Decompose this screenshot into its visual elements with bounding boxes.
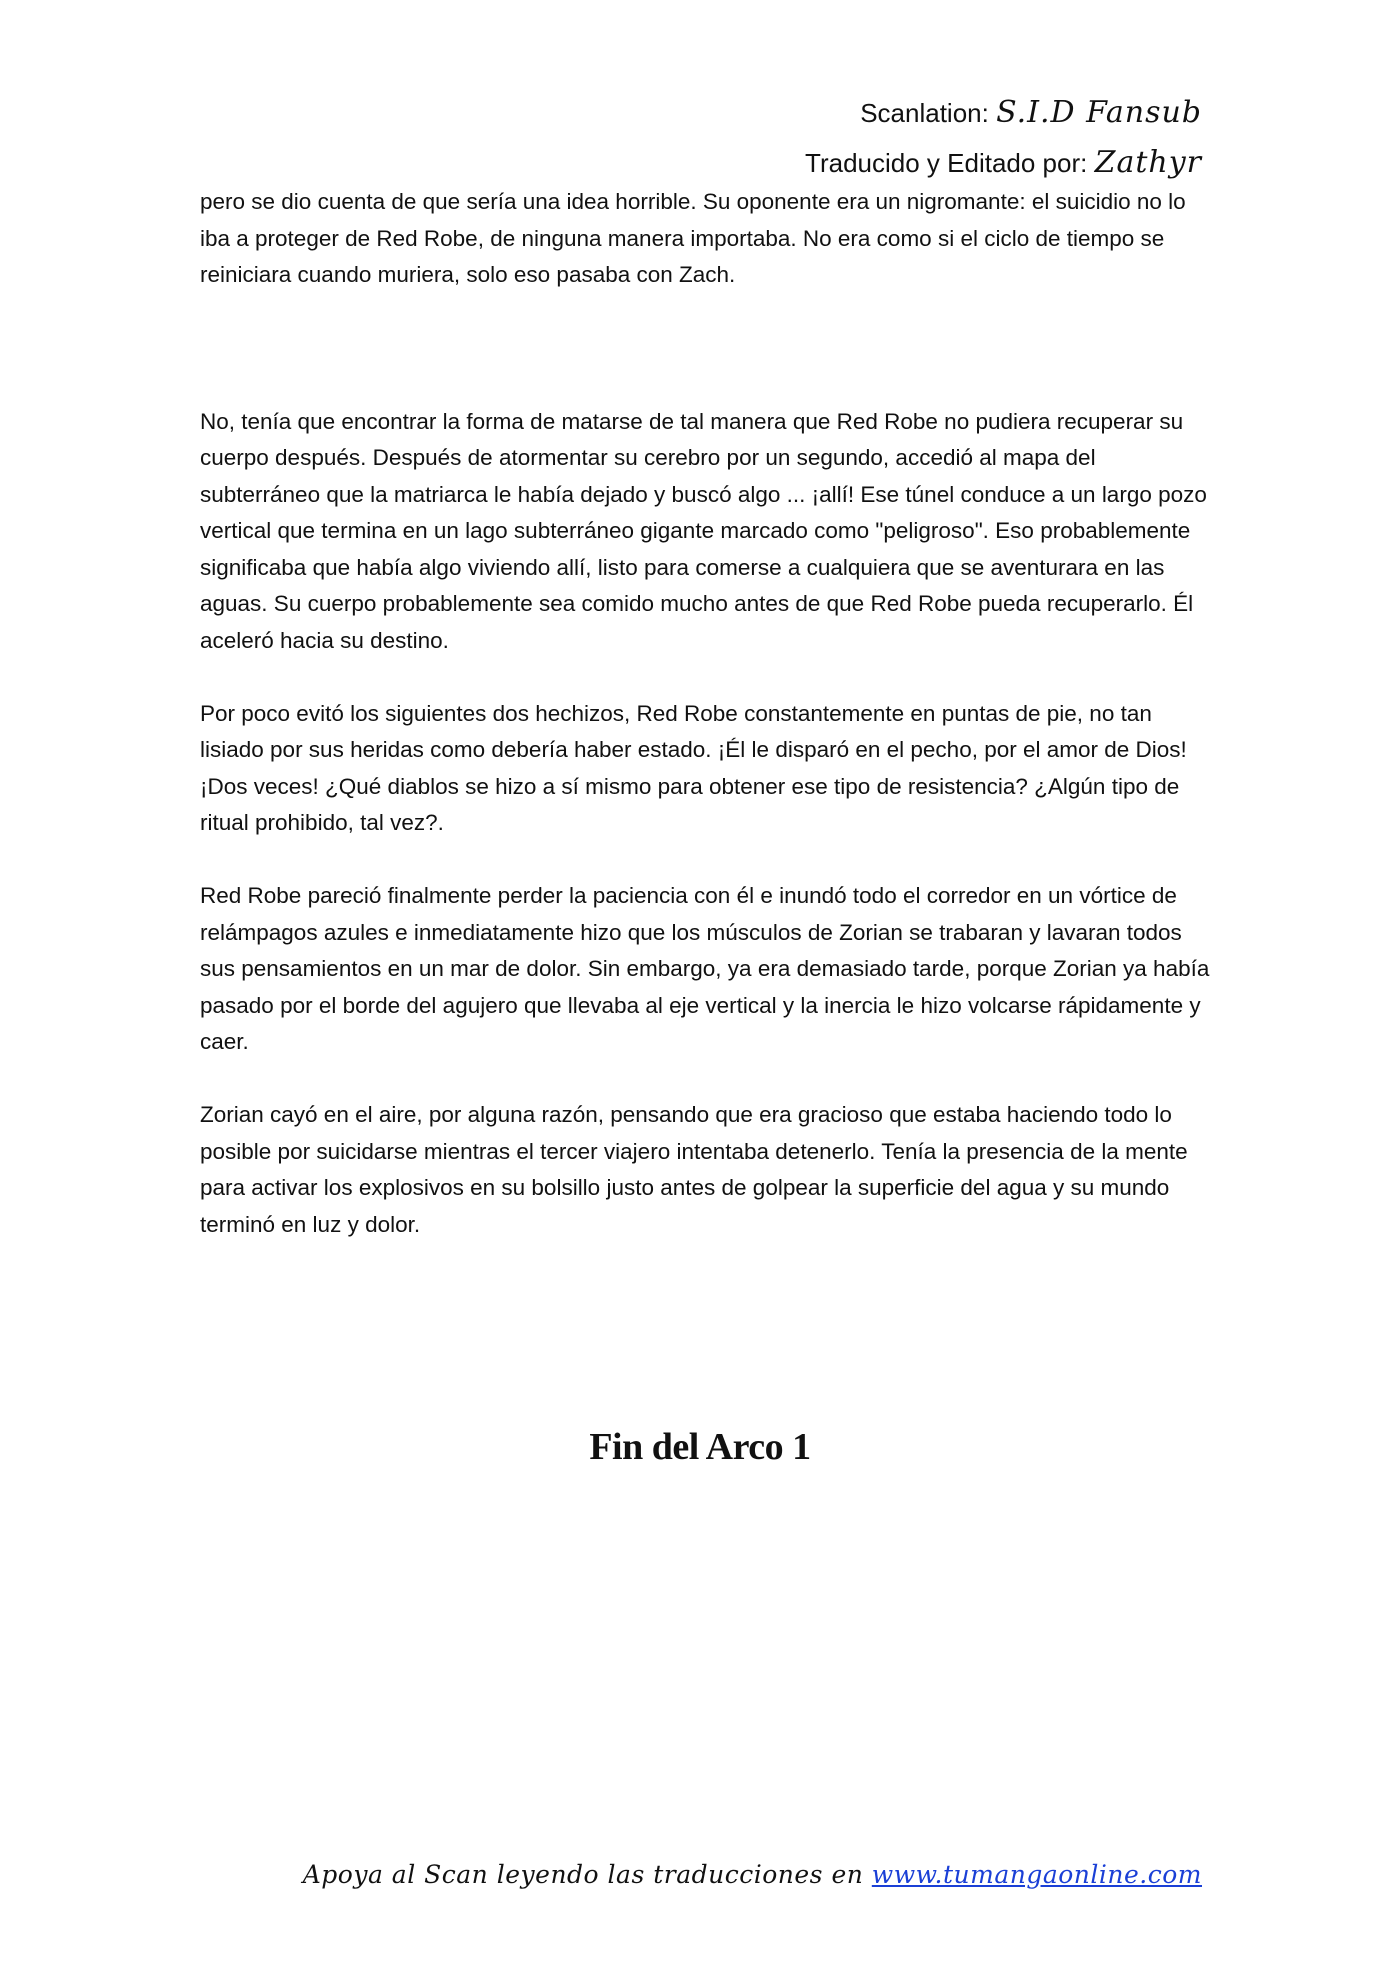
footer-link[interactable]: www.tumangaonline.com: [871, 1860, 1202, 1889]
scanlation-group: S.I.D Fansub: [996, 95, 1202, 130]
paragraph-5: Zorian cayó en el aire, por alguna razón, pensando que era gracioso que estaba haciendo todo lo posible por suicidarse mientras el tercer viajero intentaba detenerlo. Tenía la presencia de la mente para activar los explosivos en su bolsillo justo antes de golpear la superficie del agua y su mundo terminó en luz y dolor.: [200, 1102, 1188, 1237]
chapter-body: [200, 184, 1210, 1280]
scanlation-line: [805, 88, 1202, 138]
scanlation-label: Scanlation:: [860, 98, 989, 128]
end-of-arc-title: Fin del Arco 1: [589, 1426, 811, 1468]
credit-line: [805, 138, 1202, 188]
credit-name: Zathyr: [1094, 145, 1202, 180]
paragraph-4: Red Robe pareció finalmente perder la paciencia con él e inundó todo el corredor en un vórtice de relámpagos azules e inmediatamente hizo que los músculos de Zorian se trabaran y lavaran todos sus pensamientos en un mar de dolor. Sin embargo, ya era demasiado tarde, porque Zorian ya había pasado por el borde del agujero que llevaba al eje vertical y la inercia le hizo volcarse rápidamente y caer.: [200, 883, 1210, 1054]
page-header: [805, 88, 1202, 188]
paragraph-2: No, tenía que encontrar la forma de matarse de tal manera que Red Robe no pudiera recuperar su cuerpo después. Después de atormentar su cerebro por un segundo, accedió al mapa del subterráneo que la matriarca le había dejado y buscó algo ... ¡allí! Ese túnel conduce a un largo pozo vertical que termina en un lago subterráneo gigante marcado como "peligroso". Eso probablemente significaba que había algo viviendo allí, listo para comerse a cualquiera que se aventurara en las aguas. Su cuerpo probablemente sea comido mucho antes de que Red Robe pueda recuperarlo. Él aceleró hacia su destino.: [200, 408, 1207, 653]
footer-text: Apoya al Scan leyendo las traducciones en: [302, 1860, 864, 1889]
paragraph-1: pero se dio cuenta de que sería una idea horrible. Su oponente era un nigromante: el suicidio no lo iba a proteger de Red Robe, de ninguna manera importaba. No era como si el ciclo de tiempo se reiniciara cuando muriera, solo eso pasaba con Zach.: [200, 189, 1186, 287]
credit-label: Traducido y Editado por:: [805, 148, 1088, 178]
page-footer: [303, 1860, 1202, 1889]
paragraph-3: Por poco evitó los siguientes dos hechizos, Red Robe constantemente en puntas de pie, no tan lisiado por sus heridas como debería haber estado. ¡Él le disparó en el pecho, por el amor de Dios! ¡Dos veces! ¿Qué diablos se hizo a sí mismo para obtener ese tipo de resistencia? ¿Algún tipo de ritual prohibido, tal vez?.: [200, 700, 1187, 835]
